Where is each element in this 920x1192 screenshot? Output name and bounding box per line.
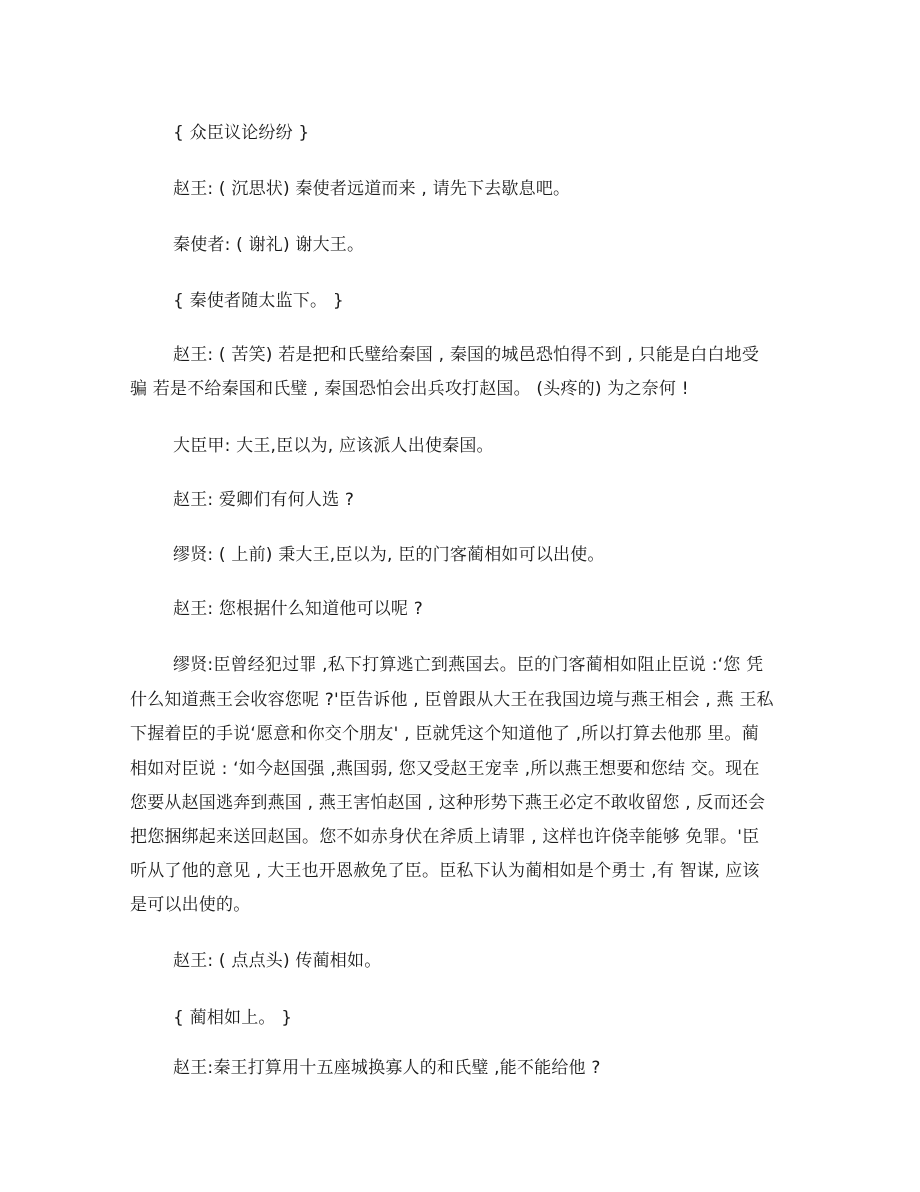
dialogue-miao-xian-1: 缪贤: ( 上前) 秉大王,臣以为, 臣的门客蔺相如可以出使。 [173, 545, 605, 565]
dialogue-qin-envoy: 秦使者: ( 谢礼) 谢大王。 [173, 235, 365, 255]
dialogue-minister-a: 大臣甲: 大王,臣以为, 应该派人出使秦国。 [173, 436, 494, 456]
dialogue-zhao-king-4: 赵王: 您根据什么知道他可以呢 ? [173, 599, 423, 619]
dialogue-zhao-king-2-line-2: 骗 若是不给秦国和氏璧 , 秦国恐怕会出兵攻打赵国。 (头疼的) 为之奈何 ! [130, 379, 689, 399]
dialogue-miao-xian-2-line-6: 把您捆绑起来送回赵国。您不如赤身伏在斧质上请罪 , 这样也许侥幸能够 免罪。'臣 [130, 827, 760, 847]
dialogue-zhao-king-2-line-1: 赵王: ( 苦笑) 若是把和氏璧给秦国 , 秦国的城邑恐怕得不到 , 只能是白白地受 [173, 345, 760, 365]
dialogue-zhao-king-6: 赵王:秦王打算用十五座城换寡人的和氏璧 ,能不能给他 ? [173, 1058, 601, 1078]
dialogue-zhao-king-3: 赵王: 爱卿们有何人选 ? [173, 490, 355, 510]
dialogue-miao-xian-2-line-5: 您要从赵国逃奔到燕国 , 燕王害怕赵国 , 这种形势下燕王必定不敢收留您 , 反而还会 [130, 793, 766, 813]
stage-direction-envoy-exits: { 秦使者随太监下。 } [173, 291, 344, 311]
dialogue-miao-xian-2-line-4: 相如对臣说 : ‘如今赵国强 ,燕国弱, 您又受赵王宠幸 ,所以燕王想要和您结 交。现在 [130, 759, 760, 779]
dialogue-miao-xian-2-line-1: 缪贤:臣曾经犯过罪 ,私下打算逃亡到燕国去。臣的门客蔺相如阻止臣说 :‘您 凭 [173, 655, 764, 675]
dialogue-zhao-king-5: 赵王: ( 点点头) 传蔺相如。 [173, 951, 382, 971]
dialogue-miao-xian-2-line-8: 是可以出使的。 [130, 895, 251, 915]
dialogue-zhao-king-1: 赵王: ( 沉思状) 秦使者远道而来 , 请先下去歇息吧。 [173, 179, 571, 199]
dialogue-miao-xian-2-line-3: 下握着臣的手说‘愿意和你交个朋友' , 臣就凭这个知道他了 ,所以打算去他那 里。蔺 [130, 724, 759, 744]
stage-direction-lin-enters: { 蔺相如上。 } [173, 1008, 293, 1028]
stage-direction-ministers-discuss: { 众臣议论纷纷 } [173, 123, 310, 143]
dialogue-miao-xian-2-line-7: 听从了他的意见 , 大王也开恩赦免了臣。臣私下认为蔺相如是个勇士 ,有 智谋, 应该 [130, 861, 760, 881]
dialogue-miao-xian-2-line-2: 什么知道燕王会收容您呢 ?'臣告诉他 , 臣曾跟从大王在我国边境与燕王相会 , 燕 王私 [130, 690, 774, 710]
